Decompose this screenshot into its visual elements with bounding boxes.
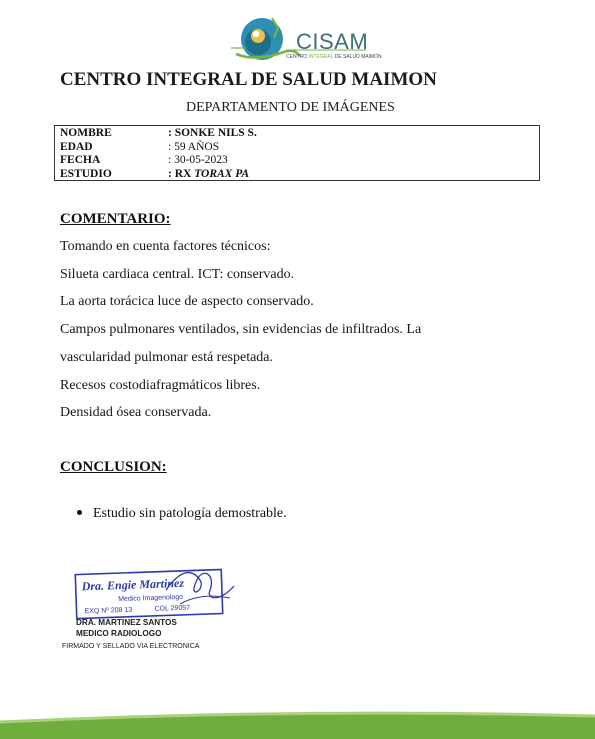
patient-date-label: FECHA (60, 154, 101, 166)
logo-subtitle-pre: CENTRO (286, 54, 309, 60)
comment-line: Recesos costodiafragmáticos libres. (60, 377, 261, 393)
logo-subtitle (286, 54, 382, 60)
patient-row-study (55, 168, 539, 182)
patient-row-name (55, 127, 539, 141)
comment-heading: COMENTARIO: (60, 211, 171, 227)
patient-study-label: ESTUDIO (60, 167, 112, 180)
bullet-icon (77, 510, 82, 515)
comment-line: Densidad ósea conservada. (60, 405, 212, 421)
comment-line: La aorta torácica luce de aspecto conservado. (60, 294, 314, 310)
patient-row-age (55, 141, 539, 155)
patient-row-date (55, 154, 539, 168)
conclusion-item (77, 506, 287, 522)
stamp-role-text: Medico Imagenologo (118, 593, 184, 604)
study-value-prefix: : RX (168, 167, 195, 180)
stamp-exq-text: EXQ Nº 208 13 (84, 606, 133, 616)
conclusion-heading: CONCLUSION: (60, 459, 167, 475)
patient-study-value (168, 168, 249, 182)
signature-stamp (70, 560, 240, 620)
logo-subtitle-highlight: INTEGRAL (308, 54, 334, 60)
stamp-code-text: COL 29057 (154, 604, 191, 613)
signature-footer: FIRMADO Y SELLADO VIA ELECTRONICA (62, 643, 200, 650)
logo-subtitle-post: DE SALUD MAIMÓN (333, 54, 382, 60)
signer-name: DRA. MARTINEZ SANTOS (76, 618, 177, 627)
document-title: CENTRO INTEGRAL DE SALUD MAIMON (60, 69, 437, 90)
patient-name-label: NOMBRE (60, 127, 112, 139)
signer-block (76, 617, 177, 639)
patient-age-label: EDAD (60, 140, 93, 153)
comment-line: Tomando en cuenta factores técnicos: (60, 239, 271, 254)
comment-line: Campos pulmonares ventilados, sin evidencias de infiltrados. La (60, 322, 422, 338)
department-name: DEPARTAMENTO DE IMÁGENES (186, 100, 395, 115)
comment-line: vascularidad pulmonar está respetada. (60, 349, 274, 365)
comment-line: Silueta cardiaca central. ICT: conservado. (60, 266, 295, 282)
signer-title: MEDICO RADIOLOGO (76, 629, 162, 638)
patient-age-value: : 59 AÑOS (168, 140, 220, 153)
cisam-logo (226, 12, 382, 66)
comment-body (60, 233, 540, 427)
study-value-italic: TORAX PA (194, 167, 250, 180)
footer-wave-band (0, 700, 595, 739)
logo-brand-text: CISAM (296, 29, 369, 54)
patient-info-box (54, 125, 540, 181)
patient-date-value: : 30-05-2023 (168, 154, 228, 166)
patient-name-value: : SONKE NILS S. (168, 127, 257, 139)
stamp-name-text: Dra. Engie Martinez (81, 575, 185, 594)
conclusion-item-text: Estudio sin patología demostrable. (93, 506, 287, 521)
